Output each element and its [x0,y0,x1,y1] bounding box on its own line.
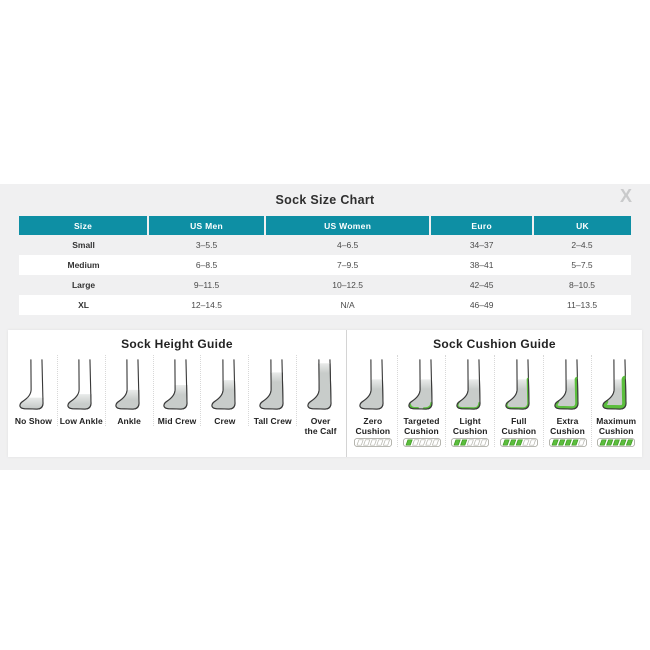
value-cell: 7–9.5 [336,260,359,270]
cushion-item-maximum [592,355,640,447]
value-cell: 6–8.5 [195,260,218,270]
guides-card [8,330,642,457]
item-label: Crew [214,416,236,426]
sock-icon-ankle [113,357,145,413]
item-label: Full Cushion [501,416,537,437]
height-item-crew [201,355,249,426]
height-item-ankle [106,355,154,426]
column-header: Euro [430,216,533,235]
height-item-tall-crew [249,355,297,426]
value-cell: 38–41 [469,260,494,270]
height-item-mid-crew [154,355,202,426]
value-cell: 10–12.5 [332,280,363,290]
value-cell: 2–4.5 [571,240,593,250]
sock-icon-tall-crew [257,357,289,413]
sock-icon-maximum [600,357,632,413]
table-row [19,235,631,255]
sock-icon-crew [209,357,241,413]
sock-icon-mid-crew [161,357,193,413]
sock-size-chart-modal [0,184,650,470]
value-cell: 9–11.5 [193,280,220,290]
sock-icon-no-show [17,357,49,413]
value-cell: 46–49 [469,300,494,310]
item-label: Extra Cushion [550,416,585,437]
column-header: Size [19,216,148,235]
table-row [19,295,631,315]
sock-cushion-guide [347,330,642,457]
value-cell: 34–37 [469,240,494,250]
height-guide-title: Sock Height Guide [121,337,233,351]
cushion-level-indicator [403,436,441,447]
cushion-level-indicator [500,436,538,447]
value-cell: 42–45 [469,280,494,290]
sock-icon-targeted [406,357,438,413]
sock-icon-light [454,357,486,413]
value-cell: 5–7.5 [571,260,593,270]
item-label: Low Ankle [59,416,103,426]
item-label: Targeted Cushion [403,416,440,437]
cushion-item-targeted [398,355,447,447]
column-header: US Men [148,216,265,235]
size-cell: XL [78,300,89,310]
cushion-level-indicator [354,436,392,447]
item-label: Maximum Cushion [596,416,637,437]
cushion-item-full [495,355,544,447]
item-label: Zero Cushion [355,416,391,437]
size-table [19,216,631,315]
value-cell: 11–13.5 [566,300,598,310]
item-label: Tall Crew [253,416,292,426]
cushion-item-extra [544,355,593,447]
sock-icon-extra [552,357,584,413]
cushion-guide-title: Sock Cushion Guide [433,337,556,351]
sock-icon-low-ankle [65,357,97,413]
cushion-level-indicator [597,436,635,447]
table-row [19,255,631,275]
close-icon[interactable]: X [619,186,632,206]
column-header: UK [533,216,631,235]
item-label: Mid Crew [157,416,197,426]
height-item-low-ankle [58,355,106,426]
size-cell: Medium [67,260,100,270]
sock-icon-over-the-calf [305,357,337,413]
item-label: No Show [14,416,52,426]
table-row [19,275,631,295]
size-cell: Large [71,280,96,290]
value-cell: 8–10.5 [569,280,596,290]
height-item-over-the-calf [297,355,344,436]
size-table-header-row [19,216,631,235]
sock-height-guide [8,330,347,457]
size-cell: Small [72,240,95,250]
height-item-no-show [10,355,58,426]
cushion-item-light [446,355,495,447]
cushion-level-indicator [549,436,587,447]
value-cell: 12–14.5 [191,300,222,310]
modal-title: Sock Size Chart [275,193,375,207]
cushion-level-indicator [451,436,489,447]
item-label: Light Cushion [452,416,488,437]
cushion-item-zero [349,355,398,447]
size-table-wrap [19,216,631,315]
item-label: Over the Calf [304,416,337,437]
item-label: Ankle [117,416,141,426]
column-header: US Women [265,216,430,235]
value-cell: N/A [340,300,355,310]
value-cell: 4–6.5 [336,240,359,250]
sock-icon-zero [357,357,389,413]
sock-icon-full [503,357,535,413]
value-cell: 3–5.5 [195,240,218,250]
